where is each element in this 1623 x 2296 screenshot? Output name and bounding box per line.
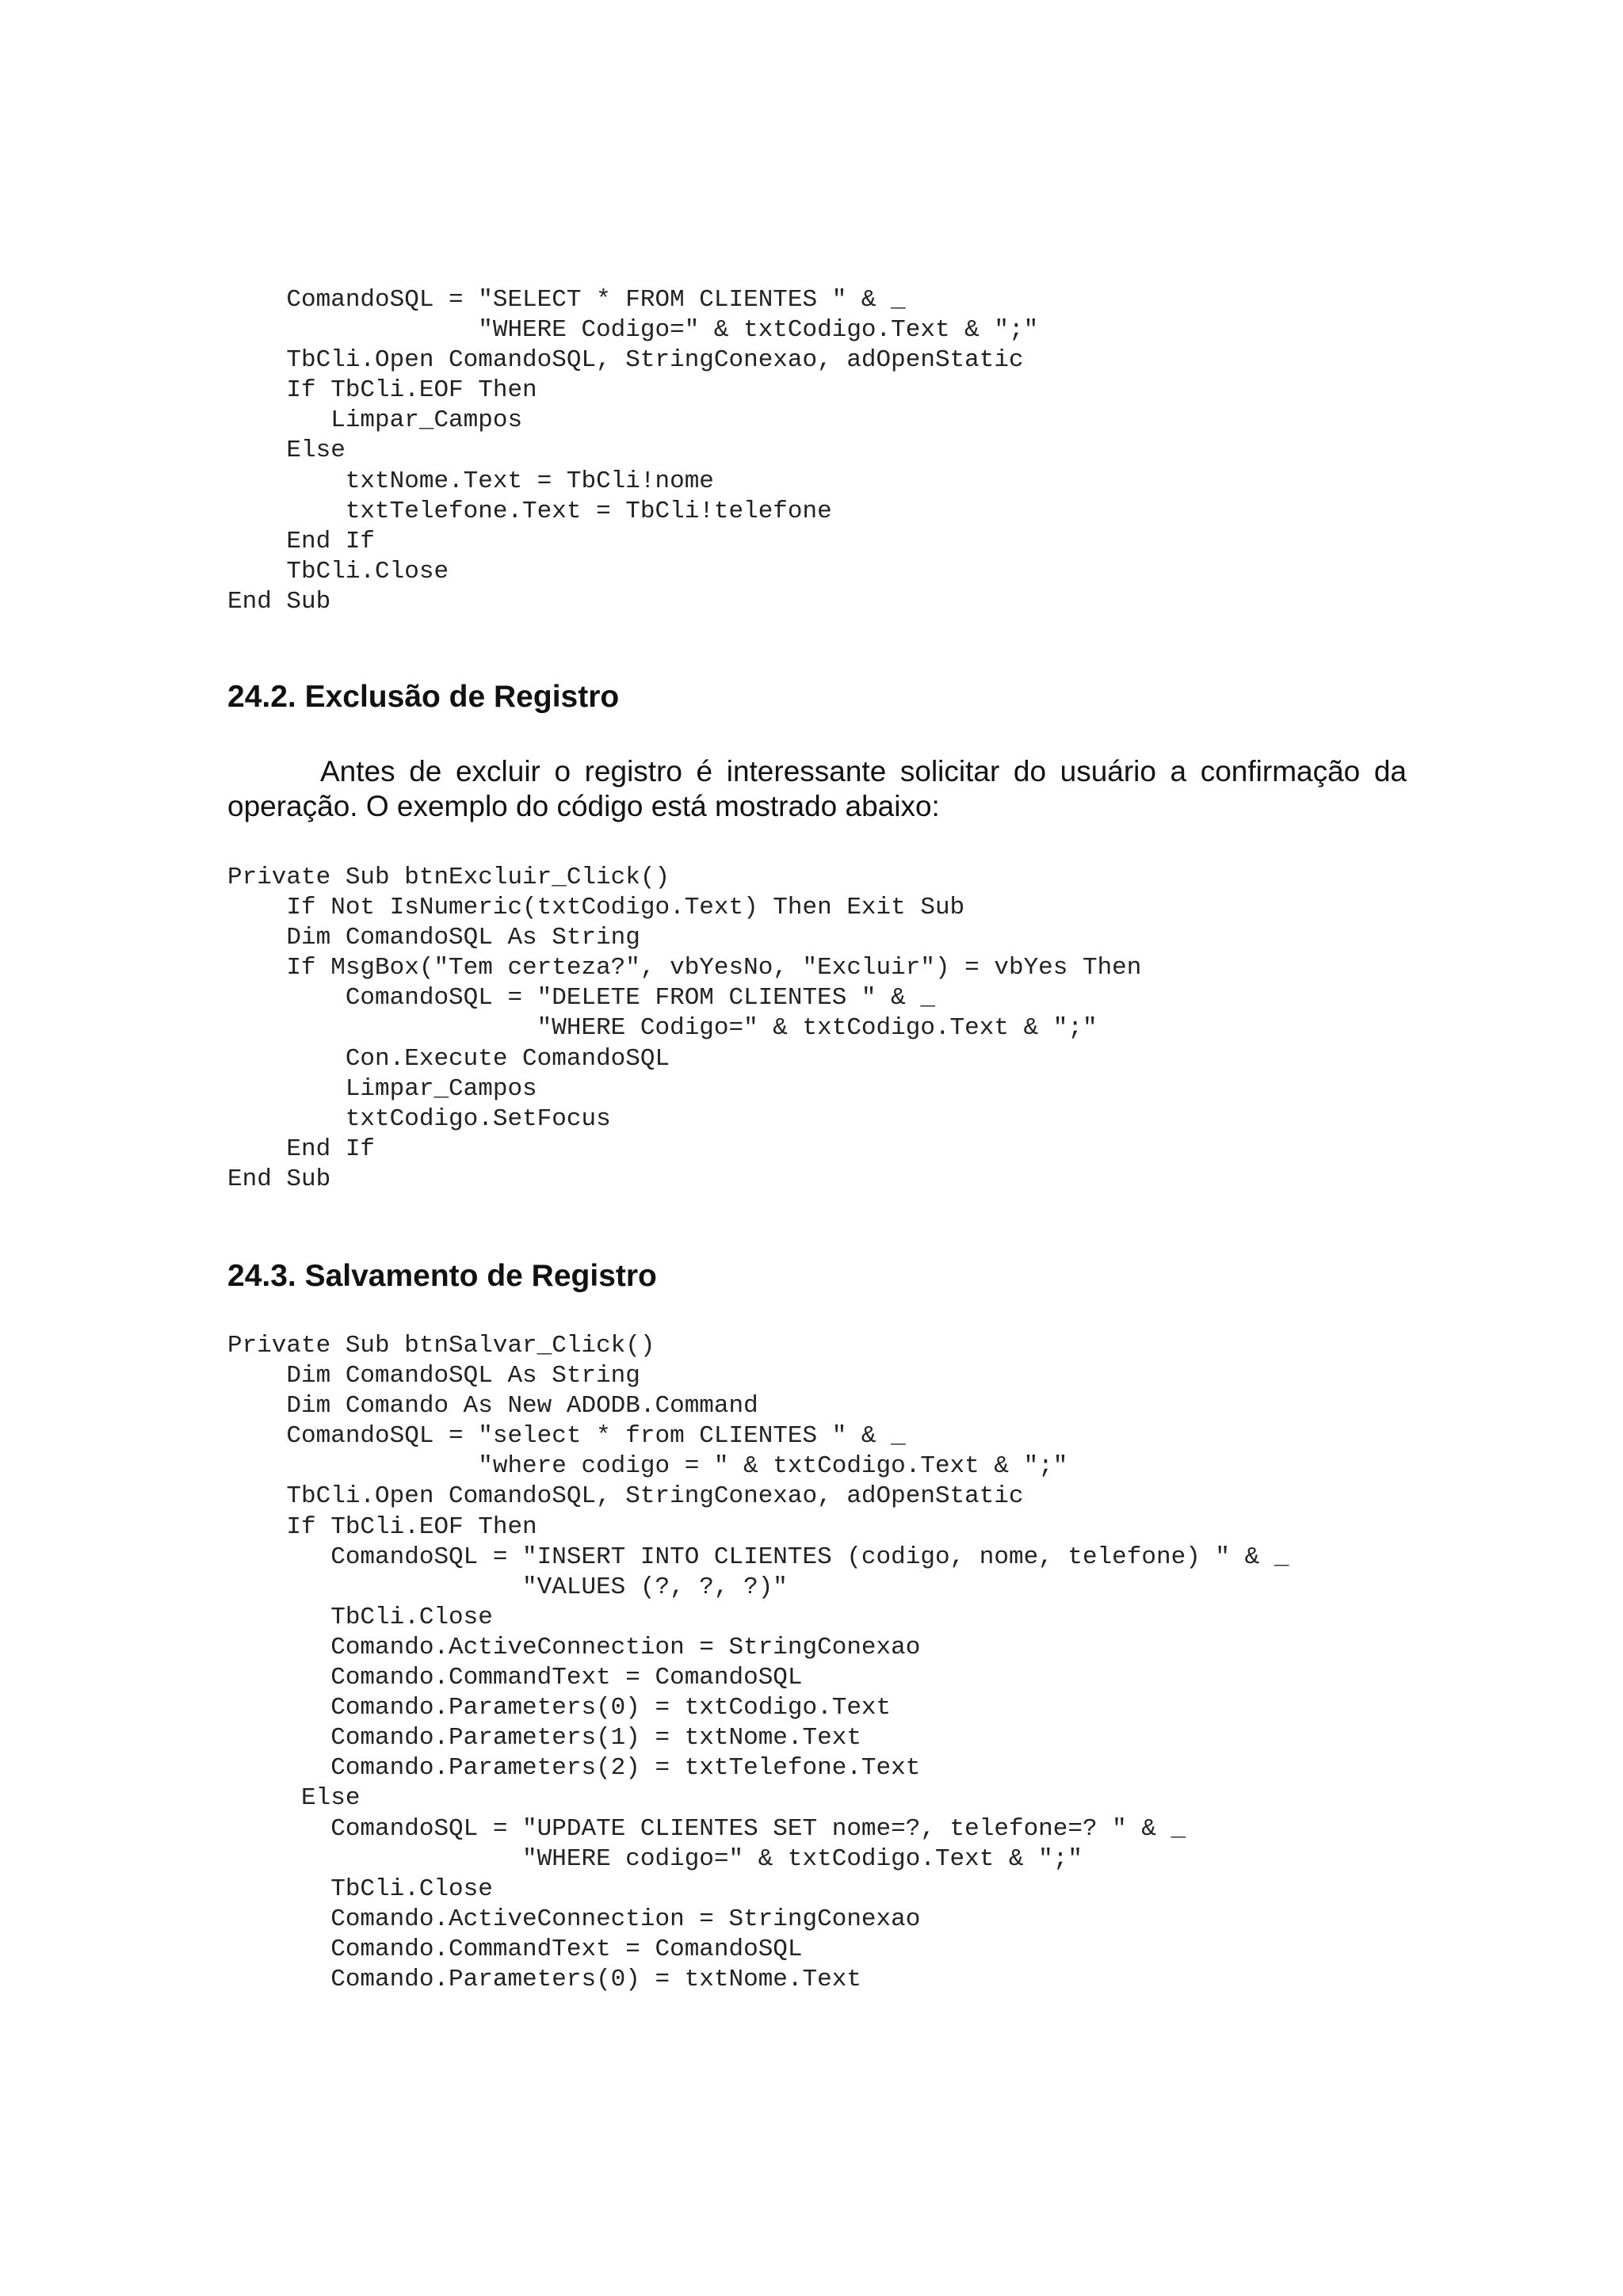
code-line: Comando.CommandText = ComandoSQL [227, 1935, 803, 1963]
code-line: Con.Execute ComandoSQL [227, 1044, 670, 1073]
code-line: TbCli.Close [227, 1875, 493, 1903]
code-line: "WHERE Codigo=" & txtCodigo.Text & ";" [227, 1014, 1098, 1043]
code-line: Dim ComandoSQL As String [227, 1362, 640, 1390]
code-line: Limpar_Campos [227, 406, 523, 435]
code-line: Comando.ActiveConnection = StringConexao [227, 1905, 921, 1933]
code-line: Comando.Parameters(2) = txtTelefone.Text [227, 1754, 921, 1783]
code-line: End If [227, 527, 376, 555]
code-line: Comando.CommandText = ComandoSQL [227, 1664, 803, 1692]
code-line: "WHERE Codigo=" & txtCodigo.Text & ";" [227, 316, 1039, 345]
code-line: If Not IsNumeric(txtCodigo.Text) Then Exit Sub [227, 894, 965, 922]
code-line: Dim ComandoSQL As String [227, 924, 640, 952]
code-line: ComandoSQL = "UPDATE CLIENTES SET nome=?, telefone=? " & _ [227, 1814, 1186, 1843]
body-paragraph [227, 754, 1407, 824]
code-line: ComandoSQL = "select * from CLIENTES " & _ [227, 1422, 906, 1451]
code-line: TbCli.Close [227, 1603, 493, 1631]
code-line: ComandoSQL = "SELECT * FROM CLIENTES " & _ [227, 286, 906, 314]
code-line: ComandoSQL = "INSERT INTO CLIENTES (codigo, nome, telefone) " & _ [227, 1543, 1289, 1571]
code-line: txtNome.Text = TbCli!nome [227, 467, 714, 495]
section-heading-exclusao: 24.2. Exclusão de Registro [227, 680, 620, 714]
code-line: Else [227, 1784, 361, 1813]
code-line: End If [227, 1135, 376, 1163]
code-line: ComandoSQL = "DELETE FROM CLIENTES " & _ [227, 984, 935, 1013]
code-line: Dim Comando As New ADODB.Command [227, 1392, 758, 1421]
code-line: "where codigo = " & txtCodigo.Text & ";" [227, 1452, 1068, 1481]
code-line: Comando.Parameters(0) = txtNome.Text [227, 1965, 861, 1993]
code-line: TbCli.Open ComandoSQL, StringConexao, adOpenStatic [227, 1482, 1024, 1511]
code-line: "VALUES (?, ?, ?)" [227, 1573, 788, 1601]
code-line: Else [227, 437, 346, 465]
section-heading-salvamento: 24.3. Salvamento de Registro [227, 1259, 657, 1293]
code-line: Comando.Parameters(1) = txtNome.Text [227, 1724, 861, 1753]
code-block-excluir [227, 863, 1141, 1195]
paragraph-line: operação. O exemplo do código está mostrado abaixo: [227, 790, 940, 822]
code-line: "WHERE codigo=" & txtCodigo.Text & ";" [227, 1844, 1083, 1873]
code-line: End Sub [227, 1165, 331, 1193]
code-line: Private Sub btnSalvar_Click() [227, 1332, 655, 1360]
code-line: Comando.ActiveConnection = StringConexao [227, 1633, 921, 1661]
code-line: txtCodigo.SetFocus [227, 1104, 611, 1133]
code-line: End Sub [227, 587, 331, 616]
code-line: Limpar_Campos [227, 1074, 537, 1103]
code-block-salvar [227, 1331, 1289, 1995]
code-line: TbCli.Close [227, 557, 449, 585]
code-line: TbCli.Open ComandoSQL, StringConexao, adOpenStatic [227, 346, 1024, 375]
code-block-consulta [227, 285, 1038, 617]
code-line: Comando.Parameters(0) = txtCodigo.Text [227, 1694, 892, 1722]
code-line: If TbCli.EOF Then [227, 376, 537, 405]
code-line: Private Sub btnExcluir_Click() [227, 864, 670, 891]
paragraph-line: Antes de excluir o registro é interessante solicitar do usuário a confirmação da [320, 755, 1407, 788]
code-line: txtTelefone.Text = TbCli!telefone [227, 497, 832, 525]
code-line: If TbCli.EOF Then [227, 1512, 537, 1541]
code-line: If MsgBox("Tem certeza?", vbYesNo, "Excluir") = vbYes Then [227, 954, 1142, 982]
